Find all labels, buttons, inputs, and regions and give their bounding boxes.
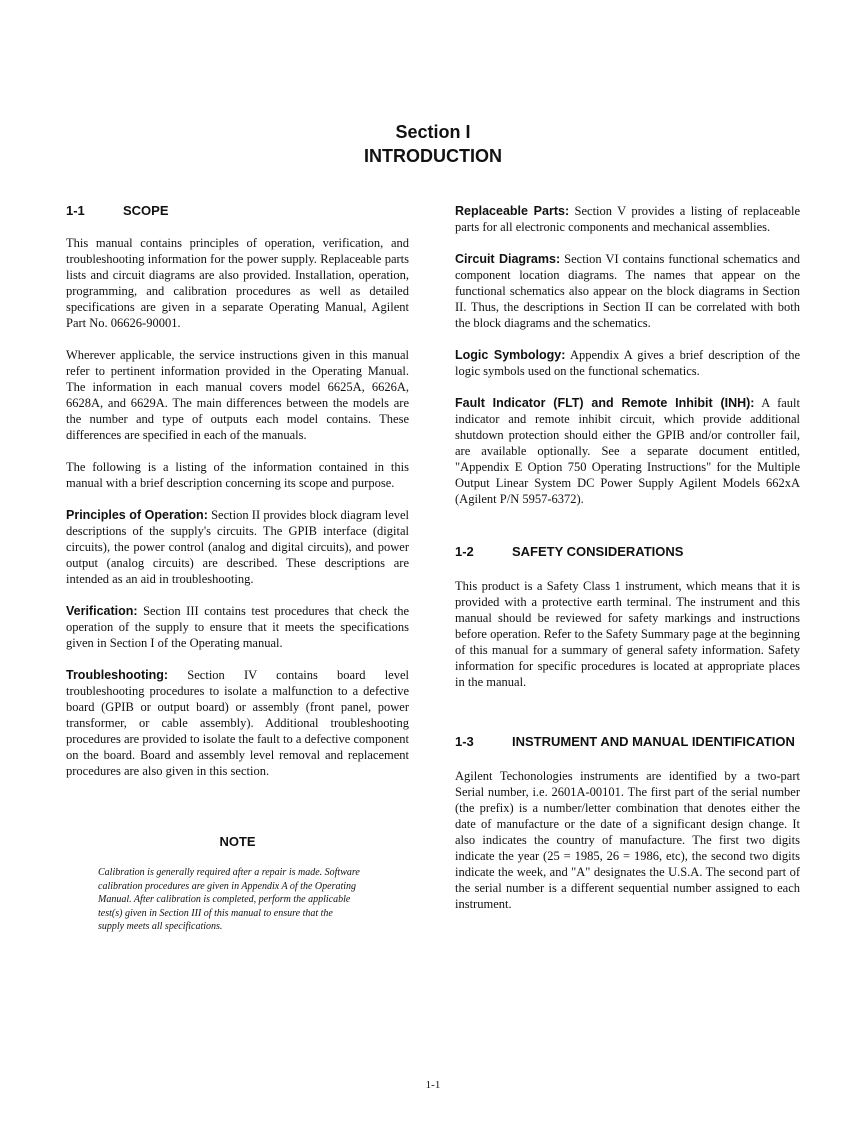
scope-heading-number: 1-1 — [66, 203, 85, 218]
note-body: Calibration is generally required after a repair is made. Software calibration procedures are given in Appendix A of the Operating Manual. After calibration is completed, perform the applicable test(s) given in Section III of this manual to ensure that the supply meets all specifications. — [98, 867, 360, 932]
scope-heading — [66, 203, 409, 219]
troubleshooting-text: Section IV contains board level troubleshooting procedures to isolate a malfunction to a defective board (GPIB or output board) or assembly (front panel, power transformer, or cable assembly). Additional troubleshooting procedures are provided to isolate the fault to a defective component on the board. Board and assembly level removal and replacement procedures are also given in this section. — [66, 668, 410, 778]
identification-heading — [455, 734, 800, 750]
verification-text: Section III contains test procedures that check the operation of the supply to ensure that it meets the specifications given in Section I of the Operating manual. — [66, 604, 409, 650]
troubleshooting-paragraph — [66, 667, 409, 779]
parts-text: Section V provides a listing of replaceable parts for all electronic components and mechanical assemblies. — [455, 204, 801, 234]
scope-paragraph-3: The following is a listing of the information contained in this manual with a brief description concerning its scope and purpose. — [66, 460, 409, 490]
section-title: INTRODUCTION — [364, 146, 502, 166]
scope-paragraph-1: This manual contains principles of operation, verification, and troubleshooting information for the power supply. Replaceable parts lists and circuit diagrams are also provided. Installation, operation, programming, and calibration procedures as well as detailed specifications are given in a separate Operating Manual, Agilent Part No. 06626-90001. — [66, 236, 409, 330]
verification-label: Verification: — [66, 604, 138, 618]
safety-paragraph: This product is a Safety Class 1 instrument, which means that it is provided with a protective earth terminal. The instrument and this manual should be reviewed for safety markings and instructions before operation. Refer to the Safety Summary page at the beginning of this manual for a summary of general safety information. Safety information for specific procedures is located at appropriate places in the manual. — [455, 579, 800, 689]
identification-heading-number: 1-3 — [455, 734, 474, 749]
logic-label: Logic Symbology: — [455, 348, 566, 362]
principles-label: Principles of Operation: — [66, 508, 208, 522]
scope-heading-text: SCOPE — [123, 203, 169, 218]
left-column — [66, 203, 409, 934]
logic-paragraph — [455, 347, 800, 379]
principles-text: Section II provides block diagram level descriptions of the supply's circuits. The GPIB interface (digital circuits), the power control (analog and digital circuits), and power output (analog circuits) are described. These descriptions are intended as an aid in troubleshooting. — [66, 508, 410, 586]
safety-heading — [455, 544, 800, 560]
circuit-paragraph — [455, 251, 800, 331]
fault-text: A fault indicator and remote inhibit circuit, which provide additional shutdown protection should either the GPIB and/or controller fail, are available optionally. See a separate document entitled, "Appendix E Option 750 Operating Instructions" for the Multiple Output Linear System DC Power Supply Agilent Models 662xA (Agilent P/N 5957-6372). — [455, 396, 801, 506]
identification-heading-text: INSTRUMENT AND MANUAL IDENTIFICATION — [512, 734, 795, 749]
section-title-block — [0, 120, 866, 168]
circuit-text: Section VI contains functional schematics and component location diagrams. The names that appear on the functional schematics also appear on the block diagrams in Section II. Thus, the descriptions in Section II can be correlated with both the block diagrams and the schematics. — [455, 252, 801, 330]
section-number: Section I — [395, 122, 471, 142]
safety-heading-number: 1-2 — [455, 544, 474, 559]
verification-paragraph — [66, 603, 409, 651]
right-column — [455, 203, 800, 912]
identification-paragraph: Agilent Techonologies instruments are identified by a two-part Serial number, i.e. 2601A-00101. The first part of the serial number (the prefix) is a number/letter combination that denotes either the date of manufacture or the date of a significant design change. It also indicates the country of manufacture. The first two digits indicate the year (25 = 1985, 26 = 1986, etc), the second two digits indicate the week, and "A" designates the U.S.A. The second part of the serial number is a different sequential number assigned to each instrument. — [455, 769, 800, 911]
parts-label: Replaceable Parts: — [455, 204, 570, 218]
fault-label: Fault Indicator (FLT) and Remote Inhibit (INH): — [455, 396, 755, 410]
parts-paragraph — [455, 203, 800, 235]
principles-paragraph — [66, 507, 409, 587]
safety-heading-text: SAFETY CONSIDERATIONS — [512, 544, 684, 559]
circuit-label: Circuit Diagrams: — [455, 252, 561, 266]
troubleshooting-label: Troubleshooting: — [66, 668, 169, 682]
logic-text: Appendix A gives a brief description of the logic symbols used on the functional schematics. — [455, 348, 801, 378]
fault-paragraph — [455, 395, 800, 507]
page-number: 1-1 — [425, 1079, 441, 1091]
note-title: NOTE — [219, 834, 256, 849]
scope-paragraph-2: Wherever applicable, the service instructions given in this manual refer to pertinent information provided in the Operating Manual. The information in each manual covers model 6625A, 6626A, 6628A, and 6629A. The main differences between the models are the number and type of outputs each model contains. These differences are specified in each of the manuals. — [66, 348, 409, 442]
